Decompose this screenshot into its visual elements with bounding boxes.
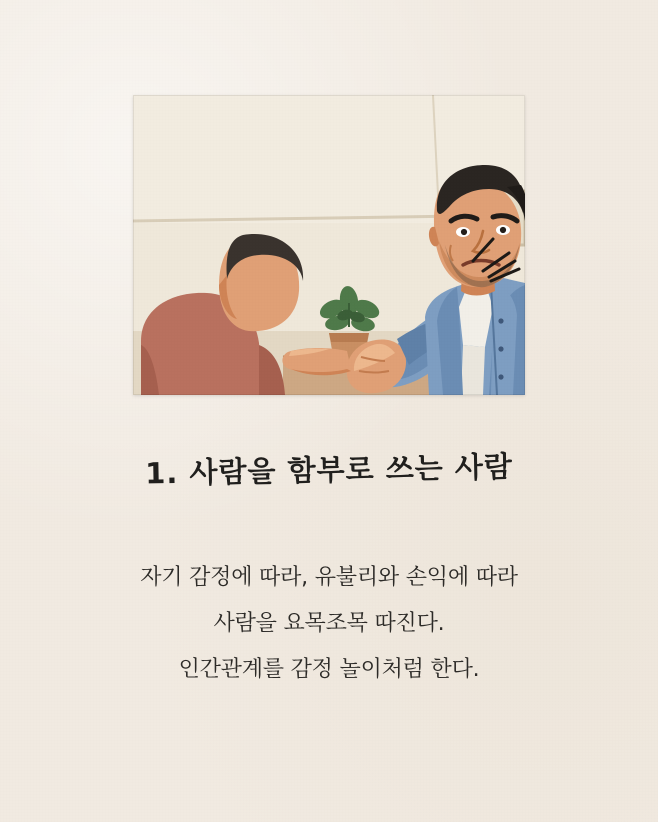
illustration-svg (133, 95, 525, 395)
page-title: 1. 사람을 함부로 쓰는 사람 (144, 449, 514, 491)
body-text (0, 555, 658, 693)
illustration-image (133, 95, 525, 395)
body-line-1: 자기 감정에 따라, 유불리와 손익에 따라 (140, 565, 518, 590)
body-line-3: 인간관계를 감정 놀이처럼 한다. (178, 657, 480, 682)
body-line-2: 사람을 요목조목 따진다. (213, 611, 445, 636)
